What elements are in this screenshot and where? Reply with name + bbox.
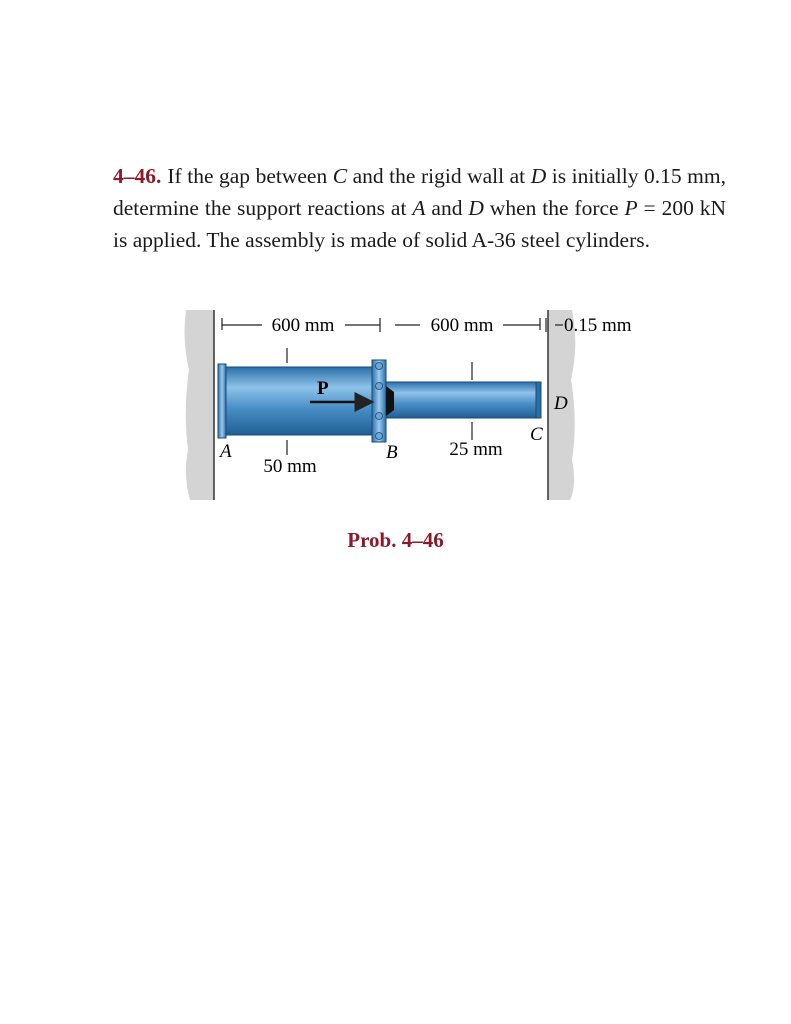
text-segment: If the gap between [167, 164, 333, 188]
label-d: D [554, 393, 568, 414]
problem-number: 4–46. [113, 164, 162, 188]
dim-left-label: 600 mm [271, 315, 335, 336]
flange-a [218, 364, 226, 438]
label-c: C [530, 424, 543, 445]
label-a: A [220, 441, 232, 462]
problem-figure [180, 300, 680, 510]
left-wall [185, 310, 214, 500]
variable-name: P [624, 196, 638, 220]
force-p-label: P [317, 378, 329, 399]
figure-caption: Prob. 4–46 [347, 528, 444, 552]
variable-name: D [468, 196, 484, 220]
cylinder-bc [386, 382, 541, 418]
text-segment: and the rigid wall at [347, 164, 531, 188]
variable-name: A [412, 196, 426, 220]
text-segment: when the force [483, 196, 625, 220]
variable-name: D [530, 164, 547, 188]
flange-b [372, 360, 386, 442]
text-segment: = 200 kN is applied. The assembly is made of solid A-36 steel cylinders. [113, 196, 727, 252]
dia-right-label: 25 mm [449, 439, 503, 460]
dim-right-label: 600 mm [430, 315, 494, 336]
problem-body [113, 164, 726, 252]
dia-left-label: 50 mm [263, 456, 317, 477]
text-segment: is initially 0.15 mm, determine the support reactions at [113, 164, 726, 220]
label-b: B [386, 442, 398, 463]
end-c [536, 382, 541, 418]
problem-statement [113, 160, 726, 256]
gap-label: 0.15 mm [564, 315, 632, 336]
text-segment: and [425, 196, 469, 220]
variable-name: C [332, 164, 348, 188]
